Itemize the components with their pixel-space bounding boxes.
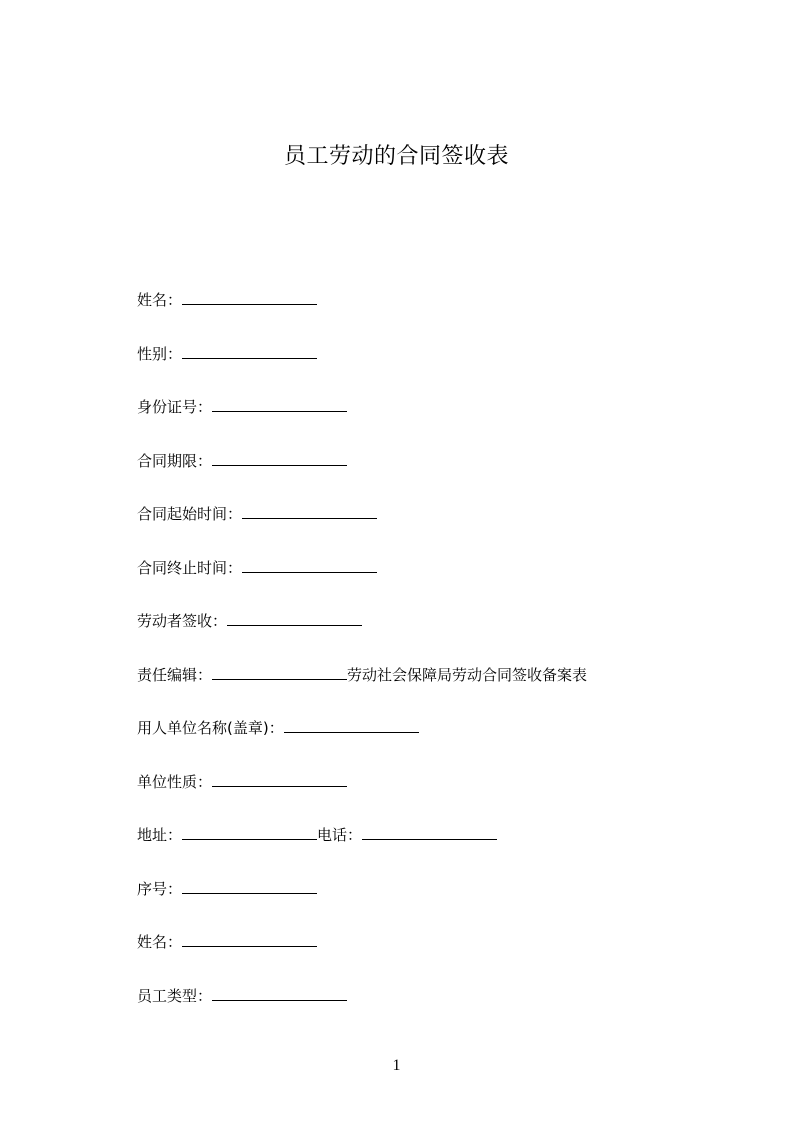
contract-end-blank[interactable] [242,558,377,573]
field-name [137,290,587,344]
page-number: 1 [392,1057,401,1074]
field-label: 单位性质： [137,772,213,791]
field-serial-number [137,879,587,933]
field-contract-term [137,451,587,505]
field-label: 合同期限： [137,451,213,470]
editor-blank[interactable] [212,665,347,680]
field-contract-start [137,504,587,558]
field-employer-name [137,718,587,772]
contract-start-blank[interactable] [242,504,377,519]
document-title: 员工劳动的合同签收表 [283,144,509,169]
field-employer-type [137,772,587,826]
field-name-2 [137,932,587,986]
field-gender [137,344,587,398]
field-address-phone [137,825,587,879]
name-blank[interactable] [182,290,317,305]
field-label: 责任编辑： [137,665,213,684]
field-editor [137,665,587,719]
contract-term-blank[interactable] [212,451,347,466]
id-number-blank[interactable] [212,397,347,412]
field-label: 用人单位名称(盖章)： [137,719,284,737]
field-worker-signature [137,611,587,665]
phone-label: 电话： [317,826,363,844]
field-label: 地址： [137,826,183,844]
field-label: 序号： [137,879,183,898]
worker-signature-blank[interactable] [227,611,362,626]
field-employee-type [137,986,587,1040]
phone-blank[interactable] [362,825,497,840]
gender-blank[interactable] [182,344,317,359]
field-id-number [137,397,587,451]
field-label: 劳动者签收： [137,612,228,630]
field-label: 性别： [137,344,183,363]
field-label: 合同终止时间： [137,558,243,577]
address-blank[interactable] [182,825,317,840]
field-label: 姓名： [137,291,183,309]
employer-name-blank[interactable] [284,718,419,733]
field-label: 身份证号： [137,398,213,416]
field-contract-end [137,558,587,612]
field-suffix-text: 劳动社会保障局劳动合同签收备案表 [347,665,588,684]
field-label: 合同起始时间： [137,505,243,523]
employer-type-blank[interactable] [212,772,347,787]
serial-number-blank[interactable] [182,879,317,894]
field-label: 员工类型： [137,986,213,1005]
name-2-blank[interactable] [182,932,317,947]
employee-type-blank[interactable] [212,986,347,1001]
field-label: 姓名： [137,933,183,951]
form-fields [137,290,587,1039]
